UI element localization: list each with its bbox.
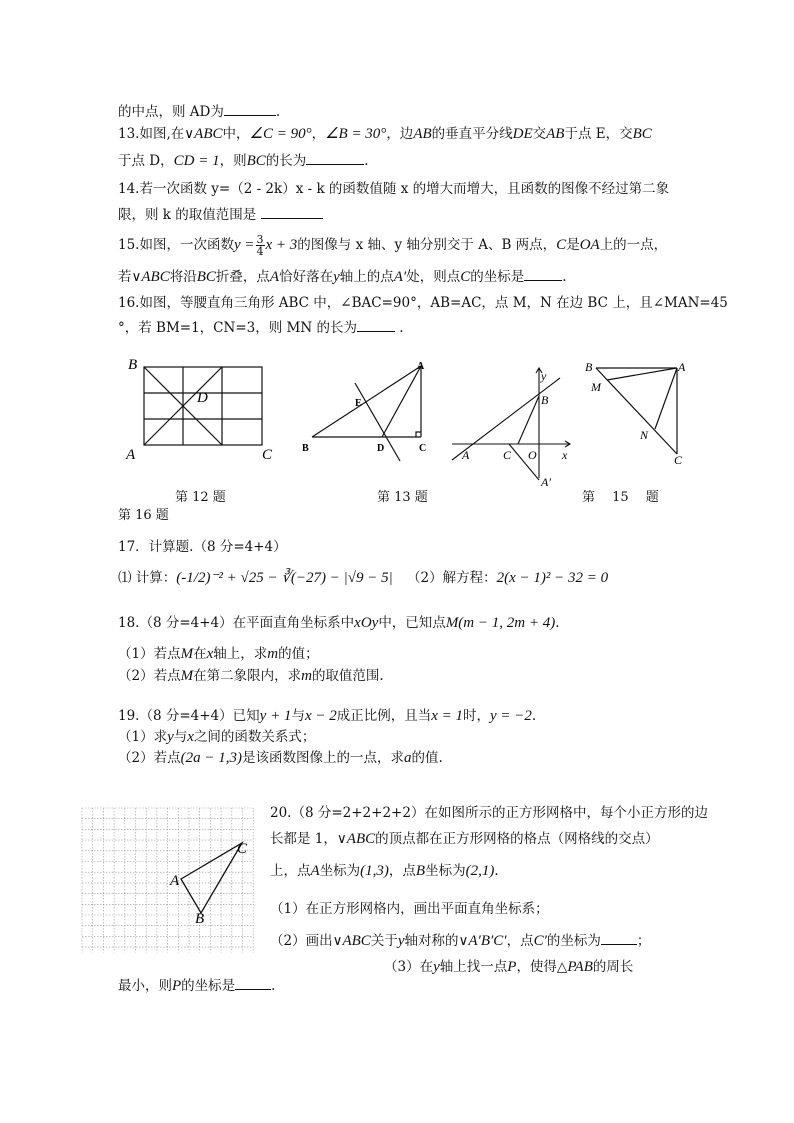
q15-line2: 若∨ABC将沿BC折叠，点A恰好落在y轴上的点A′处，则点C的坐标是 . bbox=[118, 269, 567, 285]
q19-q1: （1）求y与x之间的函数关系式； bbox=[118, 729, 316, 745]
figure-20-grid bbox=[80, 806, 258, 956]
label-a: A bbox=[417, 361, 425, 372]
q14-line1: 14.若一次函数 y=（2 - 2k）x - k 的函数值随 x 的增大而增大，且函数的图像不经过第二象 bbox=[118, 181, 670, 197]
caption-fig15: 第 15 题 bbox=[582, 490, 659, 505]
q16-line1: 16.如图，等腰直角三角形 ABC 中，∠BAC=90°，AB=AC，点 M，N 在边 BC 上，且∠MAN=45 bbox=[118, 295, 728, 311]
q15-line1: 15.如图，一次函数y = $\frac{3}{4}$ x + 3的图像与 x 轴、y 轴分别交于 A、B 两点，C是OA上的一点， bbox=[118, 233, 668, 258]
grid-label-b: B bbox=[195, 911, 205, 927]
label-d: D bbox=[197, 390, 208, 406]
q19-title: 19.（8 分=4+4）已知y + 1与x − 2成正比例，且当x = 1时，y = −2. bbox=[118, 708, 537, 724]
q17-title: 17．计算题.（8 分=4+4） bbox=[118, 539, 287, 555]
answer-blank[interactable] bbox=[601, 931, 637, 945]
q20-line3: 上，点A坐标为(1,3)，点B坐标为(2,1). bbox=[270, 863, 499, 879]
q17-expression: (-1/2)⁻² + √25 − ∛(−27) − |√9 − 5| bbox=[176, 570, 393, 586]
label-n: N bbox=[640, 428, 649, 442]
label-c: C bbox=[262, 447, 273, 463]
q20-q3-line2: 最小，则P的坐标是 . bbox=[118, 978, 276, 994]
q20-q1: （1）在正方形网格内，画出平面直角坐标系； bbox=[270, 901, 549, 917]
answer-blank[interactable] bbox=[524, 267, 562, 281]
q16-line2: °，若 BM=1，CN=3，则 MN 的长为 . bbox=[118, 320, 404, 336]
answer-blank[interactable] bbox=[224, 102, 276, 116]
label-c: C bbox=[674, 453, 683, 467]
label-b: B bbox=[302, 443, 309, 454]
q13-line1: 13.如图,在∨ABC中，∠C = 90°，∠B = 30°，边AB的垂直平分线DE交AB于点 E，交BC bbox=[118, 126, 652, 142]
q17-equation: 2(x − 1)² − 32 = 0 bbox=[496, 570, 609, 586]
caption-fig12: 第 12 题 bbox=[175, 490, 226, 505]
q14-line2: 限，则 k 的取值范围是 bbox=[118, 205, 323, 224]
answer-blank[interactable] bbox=[235, 976, 271, 990]
label-d: D bbox=[377, 443, 385, 454]
label-o: O bbox=[528, 448, 537, 462]
q18-q1: （1）若点M在x轴上，求m的值； bbox=[118, 646, 319, 662]
label-b: B bbox=[541, 393, 549, 407]
label-x: x bbox=[562, 448, 568, 462]
label-a: A bbox=[126, 447, 136, 463]
q18-title: 18.（8 分=4+4）在平面直角坐标系中xOy中，已知点M(m − 1, 2m + 4). bbox=[118, 615, 560, 631]
answer-blank[interactable] bbox=[261, 205, 323, 219]
label-e: E bbox=[355, 398, 362, 409]
answer-blank[interactable] bbox=[306, 151, 364, 165]
label-b: B bbox=[585, 360, 593, 374]
label-c: C bbox=[503, 448, 512, 462]
q18-q2: （2）若点M在第二象限内，求m的取值范围. bbox=[118, 668, 384, 684]
answer-blank[interactable] bbox=[357, 318, 395, 332]
label-a: A bbox=[678, 360, 686, 374]
q12-tail: 的中点，则 AD为 . bbox=[118, 104, 281, 120]
label-c: C bbox=[419, 443, 427, 454]
label-y: y bbox=[541, 369, 547, 383]
q20-line2: 长都是 1，∨ABC的顶点都在正方形网格的格点（网格线的交点） bbox=[270, 831, 659, 847]
figure-16 bbox=[582, 356, 692, 468]
q17-part2: （2）解方程：2(x − 1)² − 32 = 0 bbox=[407, 570, 609, 586]
grid-label-a: A bbox=[170, 873, 180, 889]
figure-15 bbox=[448, 360, 578, 490]
label-a-prime: A′ bbox=[541, 475, 551, 489]
label-b: B bbox=[128, 357, 138, 373]
q20-q3: （3）在y轴上找一点P，使得△PAB的周长 bbox=[384, 959, 634, 975]
figure-13 bbox=[300, 356, 440, 466]
caption-fig13: 第 13 题 bbox=[377, 490, 428, 505]
label-a: A bbox=[462, 448, 470, 462]
q17-part1: ⑴ 计算：(-1/2)⁻² + √25 − ∛(−27) − |√9 − 5| bbox=[118, 570, 393, 586]
fraction-three-quarters: $\frac{3}{4}$ bbox=[256, 233, 264, 258]
q19-q2: （2）若点(2a − 1,3)是该函数图像上的一点，求a的值. bbox=[118, 750, 443, 766]
grid-label-c: C bbox=[237, 841, 248, 857]
figure-12 bbox=[120, 352, 290, 467]
caption-fig16: 第 16 题 bbox=[118, 508, 169, 523]
q20-line1: 20.（8 分=2+2+2+2）在如图所示的正方形网格中，每个小正方形的边 bbox=[270, 805, 708, 821]
q13-line2: 于点 D，CD = 1，则BC的长为 . bbox=[118, 153, 369, 169]
label-m: M bbox=[591, 380, 601, 394]
q20-q2: （2）画出∨ABC关于y轴对称的∨A′B′C′，点C′的坐标为 ； bbox=[270, 933, 651, 949]
